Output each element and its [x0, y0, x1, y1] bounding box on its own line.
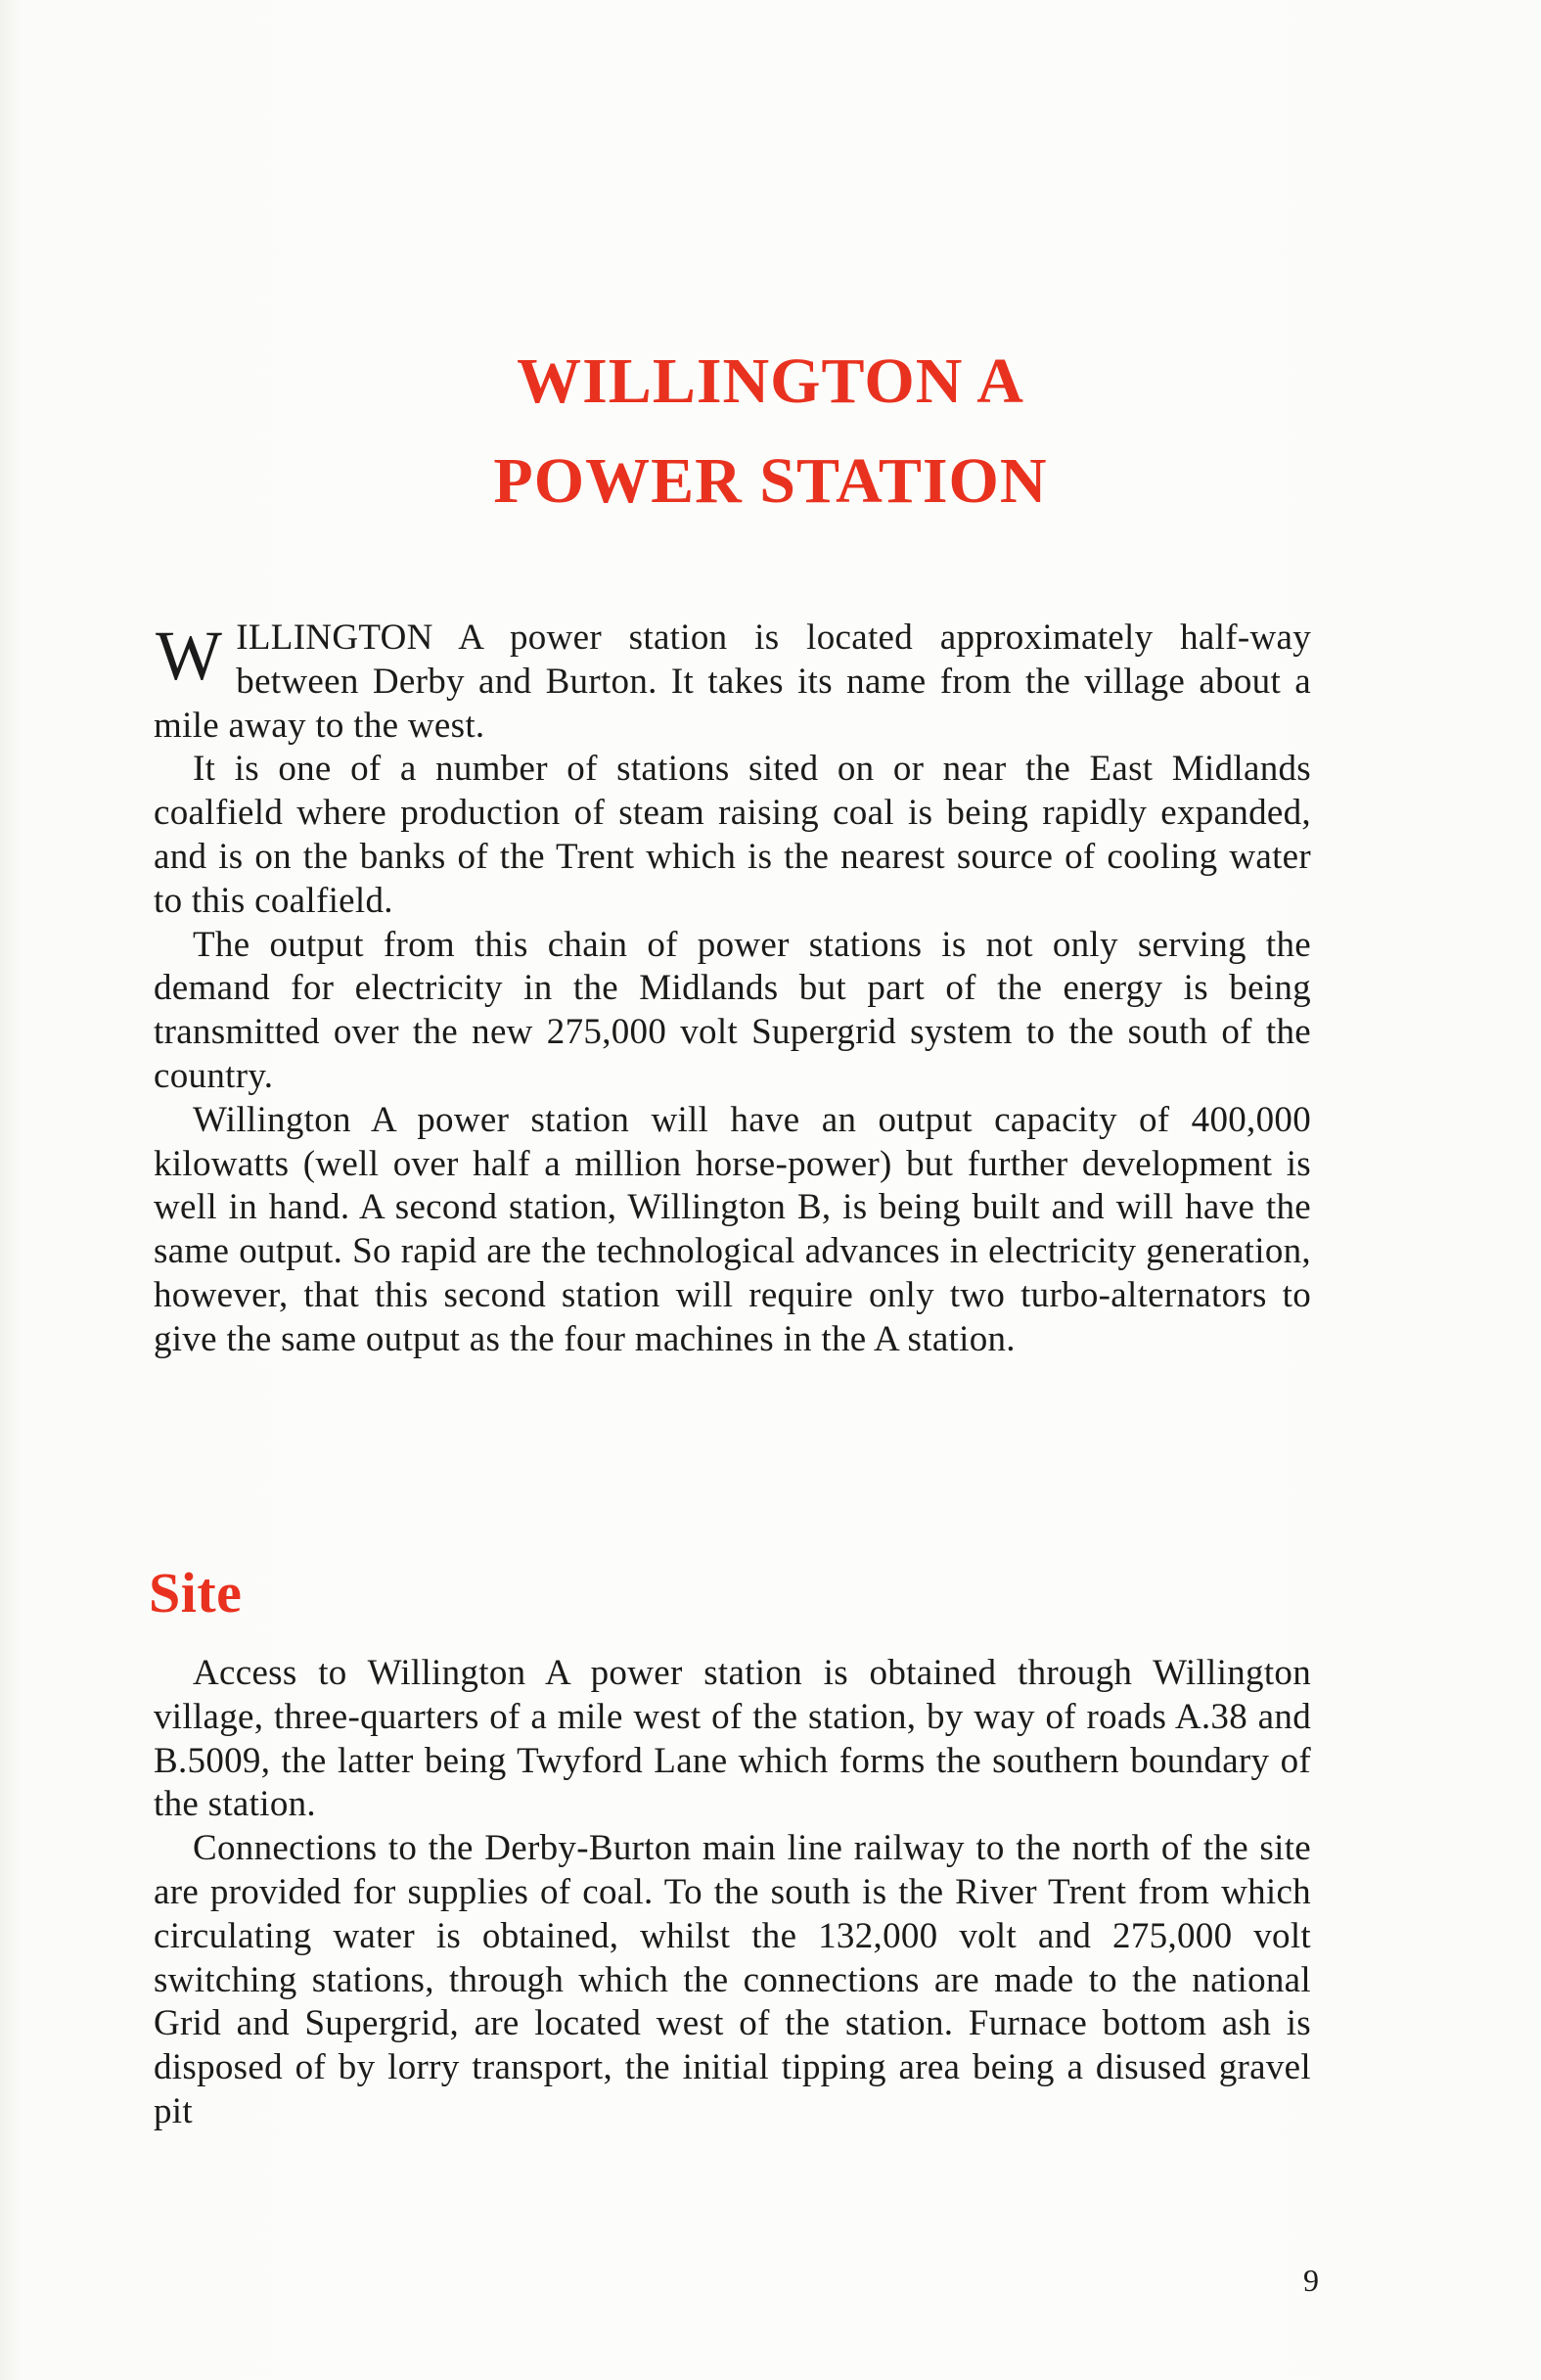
intro-paragraph-3: The output from this chain of power stations is not only serving the demand for electricity in the Midlands but part of the energy is being transmitted over the new 275,000 volt Supergrid system to the south of the country.: [154, 924, 1311, 1096]
intro-paragraph-1-text: ILLINGTON A power station is located approximately half-way between Derby and Burton. It takes its name from the village about a mile away to the west.: [154, 618, 1311, 746]
site-paragraph-2: Connections to the Derby-Burton main line railway to the north of the site are provided for supplies of coal. To the south is the River Trent from which circulating water is obtained, whilst the 132,000 volt and 275,000 volt switching stations, through which the connections are made to the national Grid and Supergrid, are located west of the station. Furnace bottom ash is disposed of by lorry transport, the initial tipping area being a disused gravel pit: [154, 1828, 1311, 2131]
intro-paragraph-2: It is one of a number of stations sited on or near the East Midlands coalfield where production of steam raising coal is being rapidly expanded, and is on the banks of the Trent which is the nearest source of cooling water to this coalfield.: [154, 749, 1311, 921]
page-number: 9: [1303, 2263, 1319, 2298]
page-title-line-2: POWER STATION: [493, 445, 1048, 517]
section-heading-site: Site: [149, 1561, 243, 1625]
intro-paragraph-4: Willington A power station will have an output capacity of 400,000 kilowatts (well over half a million horse-power) but further development is well in hand. A second station, Willington B, is being built and will have the same output. So rapid are the technological advances in electricity generation, however, that this second station will require only two turbo-alternators to give the same output as the four machines in the A station.: [154, 1099, 1311, 1359]
page-title-line-1: WILLINGTON A: [517, 345, 1024, 417]
intro-paragraph-1: [154, 617, 1311, 748]
site-section: [154, 1652, 1311, 2134]
intro-section: [154, 617, 1311, 1362]
drop-cap: W: [156, 617, 223, 695]
site-paragraph-1: Access to Willington A power station is obtained through Willington village, three-quarters of a mile west of the station, by way of roads A.38 and B.5009, the latter being Twyford Lane which forms the southern boundary of the station.: [154, 1653, 1311, 1825]
